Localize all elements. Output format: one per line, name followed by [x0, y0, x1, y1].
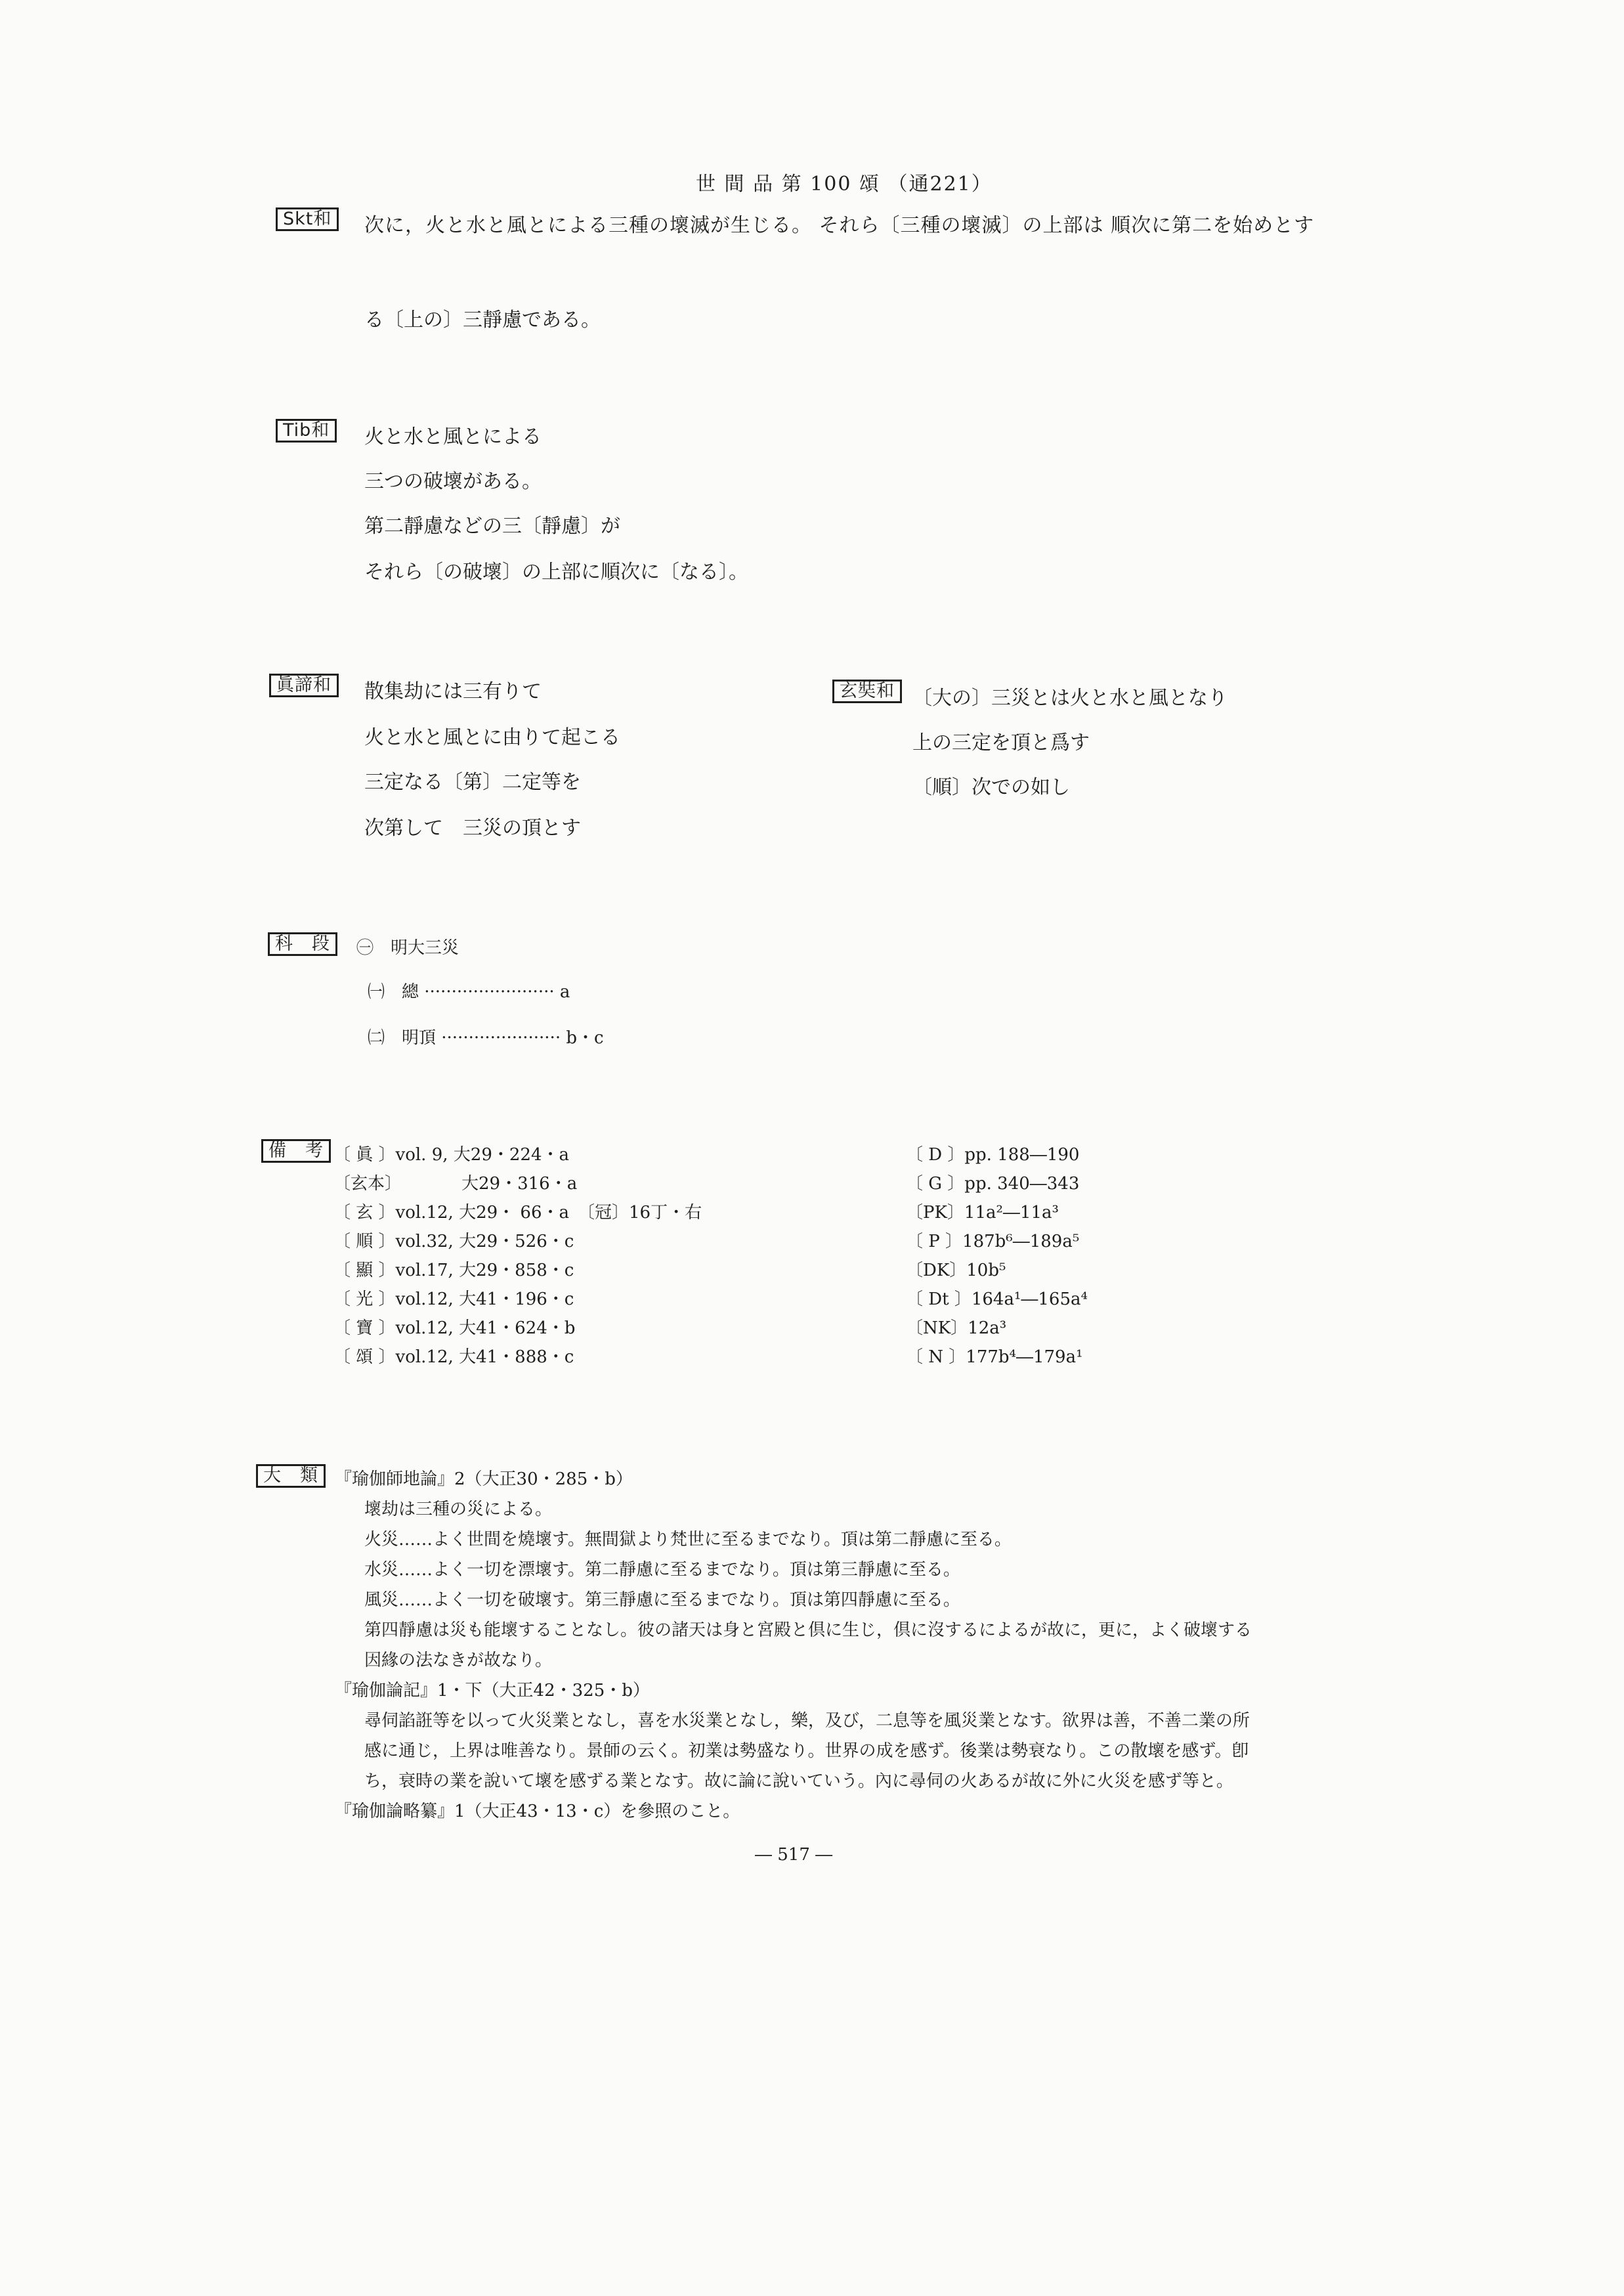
taiso-line-10: 感に通じ，上界は唯善なり。景師の云く。初業は勢盛なり。世界の成を感ず。後業は勢衰なり。この散壞を感ず。卽	[364, 1741, 1249, 1761]
biko-left-2: 〔玄本〕 大29・316・a	[333, 1174, 578, 1194]
skt-line-2: る〔上の〕三靜慮である。	[364, 309, 601, 332]
genjo-line-3: 〔順〕次での如し	[912, 776, 1070, 799]
biko-left-7: 〔 寶 〕vol.12, 大41・624・b	[333, 1318, 576, 1338]
biko-right-4: 〔 P 〕187b⁶―189a⁵	[906, 1232, 1080, 1251]
biko-right-5: 〔DK〕10b⁵	[906, 1261, 1006, 1280]
taiso-line-8: 『瑜伽論記』1・下（大正42・325・b）	[335, 1681, 650, 1700]
biko-right-1: 〔 D 〕pp. 188―190	[906, 1145, 1080, 1165]
taiso-line-6: 第四靜慮は災も能壞することなし。彼の諸天は身と宮殿と倶に生じ，倶に沒するによるが故に，更に，よく破壞する	[364, 1620, 1252, 1640]
taiso-tag: 大 類	[256, 1464, 326, 1488]
shintai-line-2: 火と水と風とに由りて起こる	[364, 726, 620, 749]
biko-tag: 備 考	[261, 1139, 331, 1163]
taiso-line-1: 『瑜伽師地論』2（大正30・285・b）	[335, 1469, 633, 1489]
biko-right-7: 〔NK〕12a³	[906, 1318, 1007, 1338]
shintai-line-1: 散集劫には三有りて	[364, 680, 542, 703]
biko-right-3: 〔PK〕11a²―11a³	[906, 1203, 1059, 1223]
skt-tag: Skt和	[276, 207, 339, 231]
biko-right-2: 〔 G 〕pp. 340―343	[906, 1174, 1080, 1194]
taiso-line-2: 壞劫は三種の災による。	[364, 1500, 553, 1519]
taiso-line-11: ち，衰時の業を說いて壞を感ずる業となす。故に論に說いていう。內に尋伺の火あるが故に外に火災を感ず等と。	[364, 1771, 1233, 1791]
biko-right-8: 〔 N 〕177b⁴―179a¹	[906, 1347, 1083, 1367]
kadan-item-2: ㈡ 明頂 ······················ b・c	[368, 1028, 604, 1048]
shintai-line-3: 三定なる〔第〕二定等を	[364, 771, 581, 794]
biko-left-4: 〔 順 〕vol.32, 大29・526・c	[333, 1232, 574, 1251]
genjo-tag: 玄奘和	[832, 680, 902, 703]
biko-left-8: 〔 頌 〕vol.12, 大41・888・c	[333, 1347, 574, 1367]
kadan-tag: 科 段	[268, 932, 337, 956]
taiso-line-12: 『瑜伽論略纂』1（大正43・13・c）を參照のこと。	[335, 1802, 740, 1821]
page-title: 世 間 品 第 100 頌 （通221）	[696, 173, 993, 196]
taiso-line-7: 因緣の法なきが故なり。	[364, 1651, 553, 1670]
taiso-line-5: 風災……よく一切を破壞す。第三靜慮に至るまでなり。頂は第四靜慮に至る。	[364, 1590, 960, 1610]
shintai-tag: 眞諦和	[269, 674, 339, 697]
skt-line-1: 次に，火と水と風とによる三種の壞滅が生じる。 それら〔三種の壞滅〕の上部は 順次に第二を始めとす	[364, 214, 1315, 237]
taiso-line-3: 火災……よく世間を燒壞す。無間獄より梵世に至るまでなり。頂は第二靜慮に至る。	[364, 1530, 1012, 1549]
biko-left-5: 〔 顯 〕vol.17, 大29・858・c	[333, 1261, 574, 1280]
shintai-line-4: 次第して 三災の頂とす	[364, 817, 581, 840]
tib-line-2: 三つの破壞がある。	[364, 470, 542, 493]
taiso-line-9: 尋伺諂誑等を以って火災業となし，喜を水災業となし，樂，及び，二息等を風災業となす。欲界は善，不善二業の所	[364, 1711, 1250, 1731]
tib-tag: Tib和	[276, 419, 337, 443]
kadan-head: ㊀ 明大三災	[356, 938, 459, 958]
tib-line-4: それら〔の破壞〕の上部に順次に〔なる〕。	[364, 561, 748, 584]
taiso-line-4: 水災……よく一切を漂壞す。第二靜慮に至るまでなり。頂は第三靜慮に至る。	[364, 1560, 960, 1580]
tib-line-1: 火と水と風とによる	[364, 425, 542, 448]
tib-line-3: 第二靜慮などの三〔靜慮〕が	[364, 515, 620, 538]
biko-right-6: 〔 Dt 〕164a¹―165a⁴	[906, 1289, 1088, 1309]
page-number: ― 517 ―	[755, 1845, 833, 1865]
biko-left-1: 〔 眞 〕vol. 9, 大29・224・a	[333, 1145, 569, 1165]
genjo-line-1: 〔大の〕三災とは火と水と風となり	[912, 687, 1228, 710]
genjo-line-2: 上の三定を頂と爲す	[912, 731, 1090, 754]
kadan-item-1: ㈠ 總 ························ a	[368, 982, 570, 1002]
biko-left-3: 〔 玄 〕vol.12, 大29・ 66・a 〔冠〕16丁・右	[333, 1203, 702, 1223]
biko-left-6: 〔 光 〕vol.12, 大41・196・c	[333, 1289, 574, 1309]
